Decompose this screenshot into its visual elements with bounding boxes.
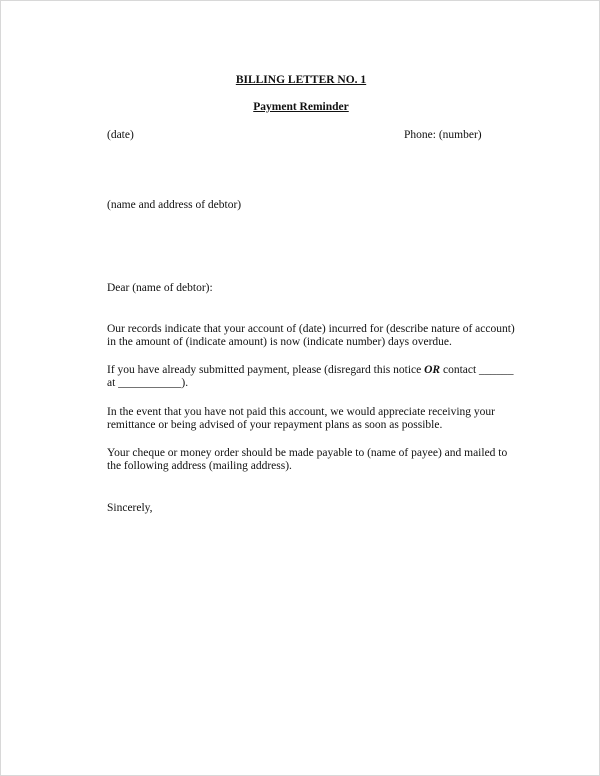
paragraph-1-line-2: in the amount of (indicate amount) is now (indicate number) days overdue. <box>107 336 452 348</box>
letter-subtitle: Payment Reminder <box>253 101 349 113</box>
paragraph-2-line-1 <box>107 364 514 377</box>
closing: Sincerely, <box>107 502 153 514</box>
debtor-address-placeholder: (name and address of debtor) <box>107 199 242 211</box>
letter-title: BILLING LETTER NO. 1 <box>235 74 367 86</box>
paragraph-3-line-1: In the event that you have not paid this account, we would appreciate receiving your <box>107 406 495 418</box>
salutation: Dear (name of debtor): <box>107 282 213 294</box>
paragraph-3-line-2: remittance or being advised of your repayment plans as soon as possible. <box>107 419 443 431</box>
paragraph-2-emphasis: OR <box>424 364 441 376</box>
phone-placeholder: Phone: (number) <box>404 129 482 141</box>
paragraph-2-text-before: If you have already submitted payment, please (disregard this notice <box>107 364 425 376</box>
paragraph-4-line-1: Your cheque or money order should be made payable to (name of payee) and mailed to <box>107 447 508 459</box>
paragraph-1-line-1: Our records indicate that your account of (date) incurred for (describe nature of account) <box>107 323 515 335</box>
paragraph-2-line-2: at ___________). <box>107 377 189 389</box>
paragraph-2-text-after: contact ______ <box>440 364 514 376</box>
date-placeholder: (date) <box>107 129 134 141</box>
paragraph-4-line-2: the following address (mailing address). <box>107 460 292 472</box>
